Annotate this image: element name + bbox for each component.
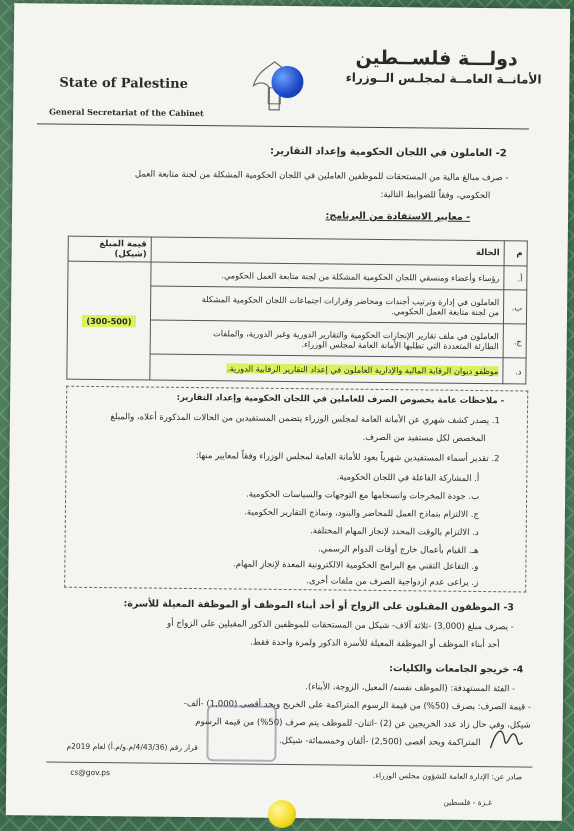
row-d-text: موظفو ديوان الرقابة المالية والإدارية العاملون في إعداد التقارير الرقابية الدورية.	[226, 362, 499, 376]
section4-heading: 4- خريجو الجامعات والكليات:	[389, 663, 524, 676]
row-a-num: أ.	[504, 266, 527, 290]
arabic-subtitle: الأمانــة العامــة لمجلـس الــوزراء	[345, 70, 542, 87]
section4-line3: شيكل، وفي حال زاد عدد الخريجين عن (2) -اثنان- للموظف يتم صرف (50%) من قيمة الرسوم	[195, 717, 531, 731]
note2-line: 2. تقدير أسماء المستفيدين شهرياً يعود للأمانة العامة لمجلس الوزراء وفقاً لمعايير منها:	[195, 451, 500, 465]
note-item-a: أ. المشاركة الفاعلة في اللجان الحكومية.	[336, 472, 480, 485]
signature-icon	[486, 720, 526, 756]
row-b-line1: العاملون في إدارة وترتيب أجندات ومحاضر وقرارات اجتماعات اللجان الحكومية المشكلة	[201, 293, 500, 307]
note-item-e: هـ. القيام بأعمال خارج أوقات الدوام الرسمي.	[318, 544, 479, 557]
row-c-num: ج.	[503, 324, 526, 358]
amount-cell	[67, 261, 151, 380]
english-subtitle: General Secretariat of the Cabinet	[49, 106, 204, 119]
section3-heading: 3- الموظفون المقبلون على الزواج أو أحد أبناء الموظف أو الموظفة المعيلة للأسرة:	[123, 598, 515, 614]
section2-heading: 2- العاملون في اللجان الحكومية وإعداد التقارير:	[269, 145, 507, 160]
decision-reference: قرار رقم (4/43/36/م.و/م.أ) لعام 2019م	[66, 741, 198, 753]
section2-line2: الحكومي، وفقاً للضوابط التالية:	[380, 189, 491, 202]
criteria-heading: - معايير الاستفادة من البرنامج:	[325, 210, 471, 223]
section4-line1: - الفئة المستهدفة: (الموظف نفسه/ المعيل، الزوجة، الأبناء).	[305, 682, 516, 695]
section4-line4: المتراكمة وبحد أقصى (2,500) -ألفان وخمسمائة- شيكل.	[278, 735, 481, 749]
footer-divider	[46, 761, 532, 767]
note1-line2: المخصص لكل مستفيد من الصرف.	[362, 432, 486, 445]
notes-heading: - ملاحظات عامة بخصوص الصرف للعاملين في اللجان الحكومية وإعداد التقارير:	[176, 392, 505, 407]
document-page	[6, 3, 570, 821]
row-c-line2: الطارئة المتعددة التي تطلبها الأمانة العامة لمجلس الوزراء.	[301, 338, 499, 351]
note-item-f: و. التفاعل التقني مع البرامج الحكومية الالكترونية المعدة لإنجاز المهام.	[233, 559, 479, 573]
section4-line2: - قيمة الصرف: يصرف (50%) من قيمة الرسوم المتراكمة على الخريج وبحد أقصى (1,000) -ألف-	[183, 698, 531, 713]
note-item-d: د. الالتزام بالوقت المحدد لإنجاز المهام المختلفة.	[310, 526, 479, 539]
amount-range: (300-500)	[82, 314, 135, 327]
note-item-b: ب. جودة المخرجات وانسجامها مع التوجهات والسياسات الحكومية.	[245, 489, 480, 503]
row-d-cell	[150, 354, 503, 384]
col-num-header: م	[504, 241, 527, 266]
footer-email: cs@gov.ps	[70, 767, 111, 778]
arabic-title: دولـــة فلســطين	[355, 46, 518, 71]
official-stamp	[206, 705, 277, 762]
row-d-num: د.	[503, 358, 526, 384]
section3-line2: أحد أبناء الموظف أو الموظفة المعيلة للأسرة الذكور ولمرة واحدة فقط.	[250, 637, 500, 651]
note-item-c: ج. الالتزام بنماذج العمل للمحاضر والبنود، ونماذج التقارير الحكومية.	[244, 507, 479, 521]
criteria-table	[66, 236, 527, 385]
row-b-num: ب.	[503, 290, 526, 324]
section2-line1: - صرف مبالغ مالية من المستحقات للموظفين العاملين في اللجان الحكومية المشكلة من لجنة متابعة العمل	[134, 169, 509, 184]
footer-issuer: صادر عن: الإدارة العامة للشؤون مجلس الوزراء.	[373, 770, 523, 782]
blue-pushpin-icon	[271, 66, 303, 98]
row-c-text	[150, 320, 503, 358]
col-case-header: الحالة	[151, 237, 504, 266]
col-amount-header: قيمة المبلغ (شيكل)	[68, 236, 151, 262]
row-b-text	[150, 286, 503, 324]
section3-line1: - يصرف مبلغ (3,000) -ثلاثة آلاف- شيكل من المستحقات للموظفين الذكور المقبلين على الزواج أو	[167, 618, 514, 633]
english-title: State of Palestine	[59, 75, 188, 92]
row-b-line2: من لجنة متابعة العمل الحكومي.	[391, 305, 500, 317]
note1-line1: 1. يصدر كشف شهري عن الأمانة العامة لمجلس الوزراء يتضمن المستفيدين من الحالات المذكورة أعلاه، والمبلغ	[110, 412, 500, 427]
note-item-g: ز. يراعى عدم ازدواجية الصرف من ملفات أخرى.	[306, 576, 479, 589]
footer-city: غـزة - فلسطين	[443, 797, 492, 808]
row-a-text: رؤساء وأعضاء ومنسقي اللجان الحكومية المشكلة من لجنة متابعة العمل الحكومي.	[151, 262, 504, 290]
yellow-pushpin-icon	[268, 800, 296, 828]
row-c-line1: العاملون في ملف تقارير الإنجازات الحكومية والتقارير الدورية وغير الدورية، والملفات	[212, 327, 499, 341]
header-divider	[37, 123, 529, 129]
